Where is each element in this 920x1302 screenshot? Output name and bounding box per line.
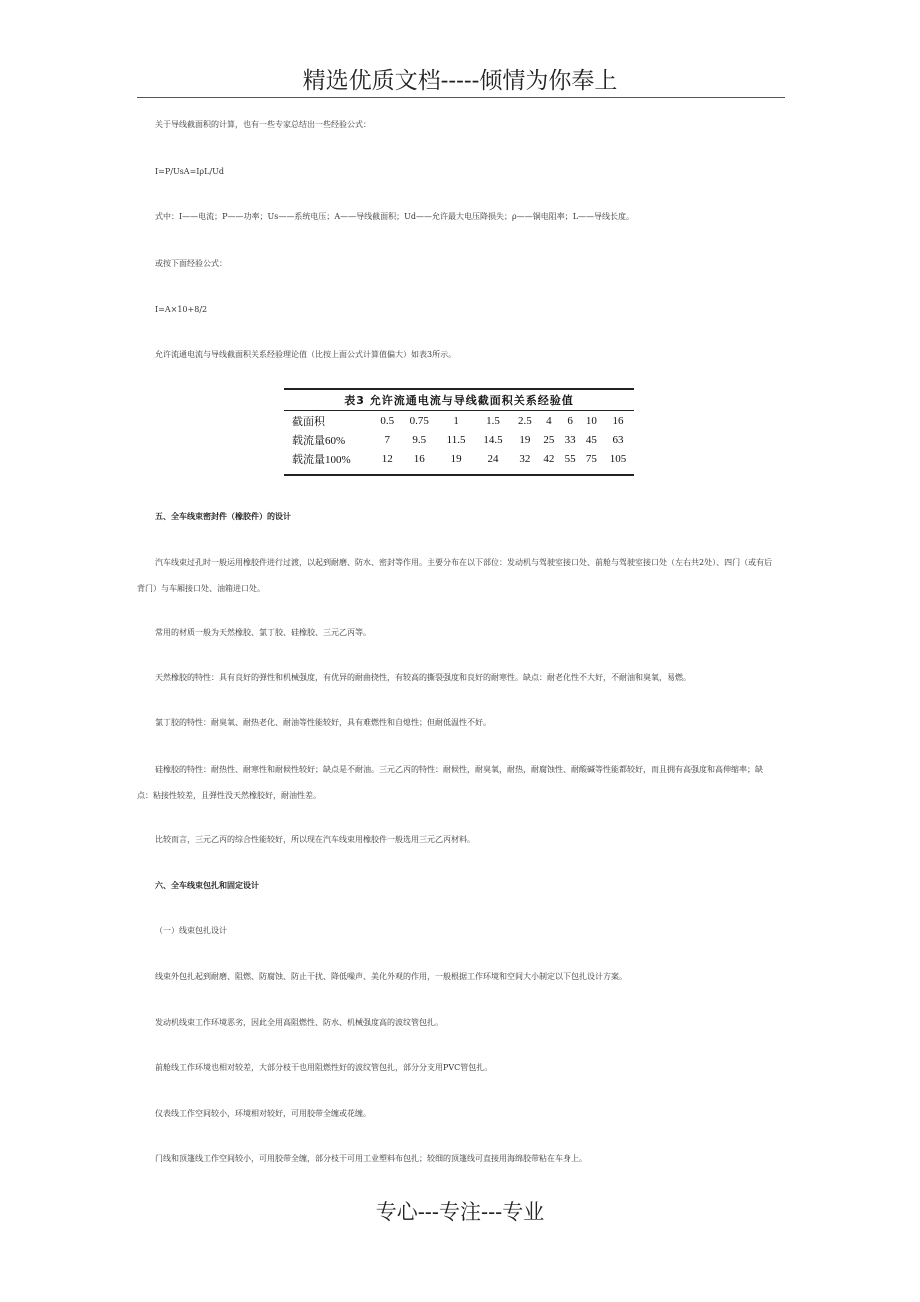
table-row xyxy=(284,411,634,431)
paragraph: 或按下面经验公式： xyxy=(155,259,227,268)
table-cell: 24 xyxy=(487,452,499,465)
table-cell: 45 xyxy=(585,433,597,446)
table-cell: 16 xyxy=(602,411,634,431)
table-grid xyxy=(284,410,634,468)
table-cell: 32 xyxy=(519,452,531,465)
row-label: 载流量60% xyxy=(292,434,346,447)
table-cell: 4 xyxy=(538,411,559,431)
table-title: 表3 允许流通电流与导线截面积关系经验值 xyxy=(344,394,574,407)
table-cell: 1 xyxy=(438,411,474,431)
table-cell: 55 xyxy=(564,452,576,465)
table-cell: 75 xyxy=(585,452,597,465)
table-cell: 105 xyxy=(609,452,627,465)
table-cell: 1.5 xyxy=(474,411,511,431)
table-cell: 63 xyxy=(612,433,624,446)
sub-heading: （一）线束包扎设计 xyxy=(155,926,227,935)
table-row xyxy=(284,449,634,468)
paragraph: 仪表线工作空间较小，环境相对较好，可用胶带全缠或花缠。 xyxy=(155,1109,371,1118)
paragraph: 天然橡胶的特性：具有良好的弹性和机械强度，有优异的耐曲挠性，有较高的撕裂强度和良好的耐寒性。缺点：耐老化性不大好，不耐油和臭氧，易燃。 xyxy=(155,673,691,682)
table-cell: 14.5 xyxy=(483,433,503,446)
formula-2: I=A×10+8/2 xyxy=(155,305,208,314)
table-cell: 33 xyxy=(564,433,576,446)
paragraph: 允许流通电流与导线截面积关系经验理论值（比按上面公式计算值偏大）如表3所示。 xyxy=(155,350,457,359)
paragraph: 氯丁胶的特性：耐臭氧、耐热老化、耐油等性能较好，具有难燃性和自熄性；但耐低温性不好。 xyxy=(155,718,491,727)
row-label: 载流量100% xyxy=(292,453,351,466)
paragraph: 式中：I——电流；P——功率；Us——系统电压；A——导线截面积；Ud——允许最大电压降损失；ρ——铜电阻率；L——导线长度。 xyxy=(155,212,635,221)
paragraph: 常用的材质一般为天然橡胶、氯丁胶、硅橡胶、三元乙丙等。 xyxy=(155,628,371,637)
table-cell: 9.5 xyxy=(412,433,427,446)
formula-1: I=P/UsA=IρL/Ud xyxy=(155,167,225,176)
table-cell: 19 xyxy=(450,452,462,465)
section-heading: 六、全车线束包扎和固定设计 xyxy=(155,880,259,890)
table-row xyxy=(284,430,634,449)
table-cell: 0.5 xyxy=(374,411,401,431)
table-cell: 42 xyxy=(543,452,555,465)
table-cell: 25 xyxy=(543,433,555,446)
page-footer: 专心---专注---专业 xyxy=(375,1200,545,1224)
paragraph: 硅橡胶的特性：耐热性、耐寒性和耐候性较好；缺点是不耐油。三元乙丙的特性：耐候性，耐臭氧，耐热，耐腐蚀性、耐酸碱等性能都较好，而且拥有高强度和高伸缩率；缺点：粘接性较差，且弹性没天然橡胶好，耐油性差。 xyxy=(137,765,763,800)
paragraph: 比较而言，三元乙丙的综合性能较好，所以现在汽车线束用橡胶件一般选用三元乙丙材料。 xyxy=(155,835,475,844)
current-area-table xyxy=(284,388,634,476)
table-cell: 11.5 xyxy=(446,433,466,446)
page-header-title: 精选优质文档-----倾情为你奉上 xyxy=(302,68,618,94)
table-cell: 10 xyxy=(581,411,602,431)
paragraph: 汽车线束过孔时一般运用橡胶件进行过渡，以起到耐磨、防水、密封等作用。主要分布在以下部位：发动机与驾驶室接口处、前舱与驾驶室接口处（左右共2处）、四门（或有后背门）与车厢接口处、油箱进口处。 xyxy=(137,558,773,593)
table-cell: 6 xyxy=(559,411,580,431)
paragraph: 前舱线工作环境也相对较差，大部分枝干也用阻燃性好的波纹管包扎，部分分支用PVC管包扎。 xyxy=(155,1063,493,1072)
section-heading: 五、全车线束密封件（橡胶件）的设计 xyxy=(155,511,291,521)
paragraph: 发动机线束工作环境恶劣，因此全用高阻燃性、防水、机械强度高的波纹管包扎。 xyxy=(155,1018,443,1027)
table-cell: 7 xyxy=(384,433,391,446)
paragraph: 关于导线截面积的计算，也有一些专家总结出一些经验公式： xyxy=(155,120,371,129)
table-cell: 12 xyxy=(381,452,393,465)
paragraph: 线束外包扎起到耐磨、阻燃、防腐蚀、防止干扰、降低噪声、美化外观的作用，一般根据工作环境和空间大小制定以下包扎设计方案。 xyxy=(155,972,627,981)
table-cell: 2.5 xyxy=(512,411,539,431)
table-cell: 0.75 xyxy=(401,411,438,431)
table-cell: 19 xyxy=(519,433,531,446)
table-cell: 16 xyxy=(413,452,425,465)
paragraph: 门线和顶篷线工作空间较小，可用胶带全缠，部分枝干可用工业塑料布包扎；较细的顶篷线可直接用海绵胶带粘在车身上。 xyxy=(155,1154,587,1163)
header-divider xyxy=(137,97,785,98)
row-label: 截面积 xyxy=(284,411,374,431)
